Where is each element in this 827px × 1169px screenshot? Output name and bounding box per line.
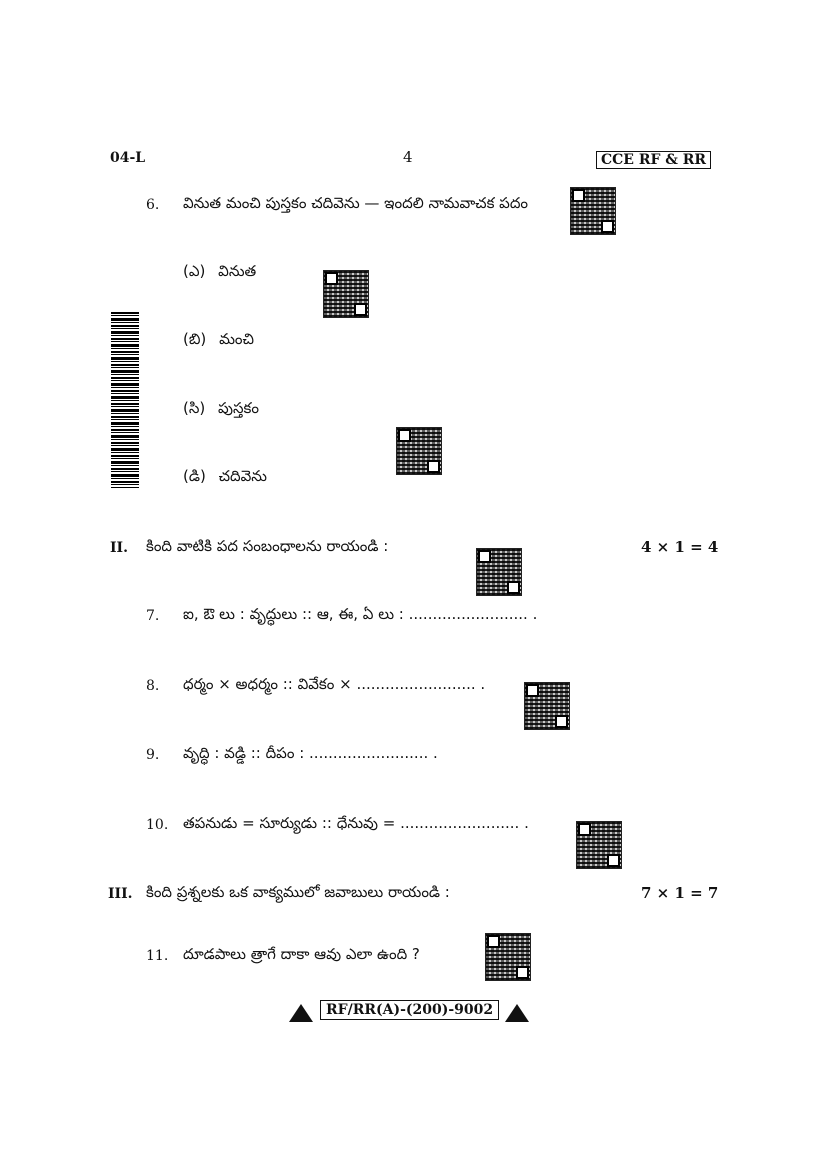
section-number: III. [108, 886, 133, 902]
option-text: పుస్తకం [218, 399, 259, 417]
triangle-up-icon [505, 1004, 529, 1022]
section-title: కింది ప్రశ్నలకు ఒక వాక్యములో జవాబులు రాయండి : [146, 883, 450, 901]
question-number: 8. [146, 678, 160, 694]
option-label: (డి) [183, 467, 206, 485]
question-text: ధర్మం × అధర్మం :: వివేకం × ......................... . [183, 675, 486, 693]
section-marks: 4 × 1 = 4 [641, 538, 719, 556]
barcode [111, 312, 139, 488]
booklet-code: RF/RR(A)-(200)-9002 [320, 1000, 499, 1020]
option-a [183, 262, 256, 284]
question-number: 10. [146, 817, 169, 833]
section-marks: 7 × 1 = 7 [641, 884, 719, 902]
question-text: దూడపాలు త్రాగే దాకా ఆవు ఎలా ఉంది ? [183, 945, 420, 963]
option-label: (ఎ) [183, 262, 206, 280]
qr-code [485, 933, 531, 981]
qr-code [396, 427, 442, 475]
paper-code: 04-L [110, 150, 146, 166]
option-text: చదివెను [218, 467, 267, 485]
section-number: II. [110, 540, 128, 556]
section-title: కింది వాటికి పద సంబంధాలను రాయండి : [146, 537, 389, 555]
option-text: మంచి [219, 330, 255, 348]
option-c [183, 399, 259, 421]
question-text: ఐ, ఔ లు : వృద్ధులు :: ఆ, ఈ, ఏ లు : ......................... . [183, 605, 538, 623]
qr-code [570, 187, 616, 235]
question-number: 6. [146, 197, 160, 213]
question-text: తపనుడు = సూర్యుడు :: ధేనువు = ......................... . [183, 814, 529, 832]
option-d [183, 467, 267, 489]
page-number: 4 [403, 148, 413, 166]
option-text: వినుత [218, 262, 257, 280]
question-number: 11. [146, 948, 169, 964]
qr-code [576, 821, 622, 869]
option-label: (బి) [183, 330, 207, 348]
question-text: వినుత మంచి పుస్తకం చదివెను — ఇందలి నామవాచక పదం [183, 194, 529, 212]
option-label: (సి) [183, 399, 206, 417]
option-b [183, 330, 254, 352]
qr-code [524, 682, 570, 730]
subject-code: CCE RF & RR [596, 151, 711, 169]
question-number: 7. [146, 608, 160, 624]
triangle-up-icon [289, 1004, 313, 1022]
qr-code [323, 270, 369, 318]
qr-code [476, 548, 522, 596]
question-number: 9. [146, 747, 160, 763]
question-text: వృద్ధి : వడ్డి :: దీపం : ......................... . [183, 744, 438, 762]
